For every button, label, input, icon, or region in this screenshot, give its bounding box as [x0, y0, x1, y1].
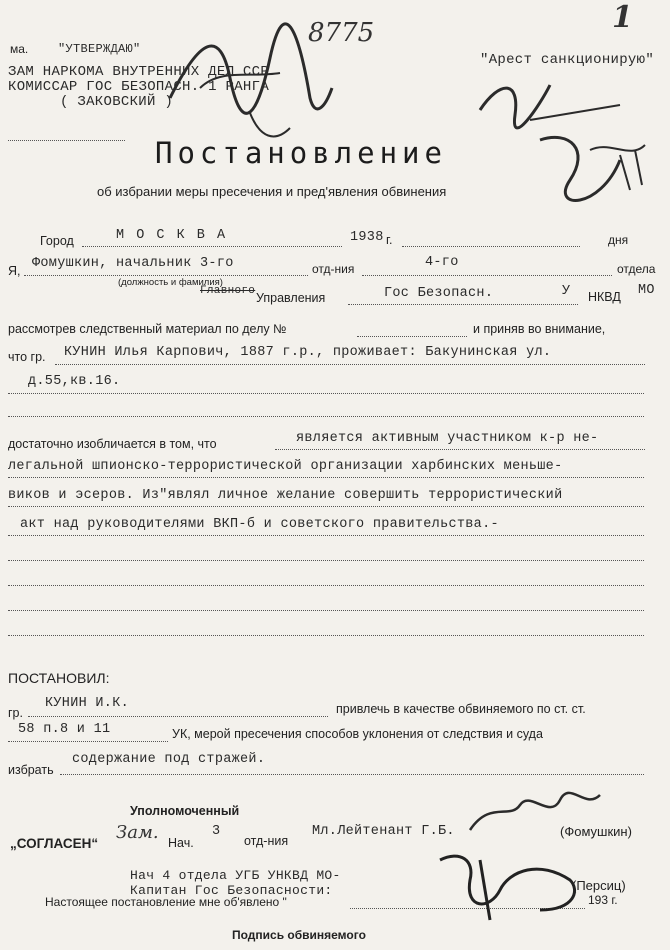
officer-prefix: Я,: [8, 264, 21, 278]
archive-number: 8775: [308, 18, 375, 48]
announced-year: 193 г.: [588, 893, 618, 907]
sanction-signature: [470, 70, 660, 230]
agreed-hand: Зам.: [116, 822, 159, 843]
approver-line-1: ЗАМ НАРКОМА ВНУТРЕННИХ ДЕЛ ССР: [8, 64, 270, 80]
approve-label: "УТВЕРЖДАЮ": [58, 42, 141, 56]
approve-prefix: ма.: [10, 42, 29, 56]
dept-value: 4-го: [425, 255, 459, 270]
head-line-2: Капитан Гос Безопасности:: [130, 883, 333, 898]
chief-number: 3: [212, 824, 221, 839]
suspect-prefix: что гр.: [8, 350, 46, 364]
charge-text: привлечь в качестве обвиняемого по ст. ст.: [336, 702, 586, 716]
officer-name: (Фомушкин): [560, 824, 632, 839]
city-label: Город: [40, 234, 74, 248]
dept-label: отд-ния: [312, 262, 355, 276]
choose-label: избрать: [8, 763, 54, 777]
position-hint: (должность и фамилия): [118, 277, 223, 288]
announced-text: Настоящее постановление мне об'явлено ": [45, 895, 287, 909]
case-text: рассмотрев следственный материал по делу №: [8, 322, 287, 336]
page-number: 1: [612, 0, 633, 35]
agreed-label: „СОГЛАСЕН“: [10, 836, 99, 851]
suspect-person: КУНИН Илья Карпович, 1887 г.р., проживает: Бакунинская ул.: [64, 345, 552, 360]
officer-value: Фомушкин, начальник 3-го: [32, 256, 234, 271]
article-value: 58 п.8 и 11: [18, 722, 111, 737]
accused-sign-label: Подпись обвиняемого: [232, 928, 366, 942]
accusation-line-4: акт над руководителями ВКП-б и советского правительства.-: [20, 517, 499, 532]
accusation-line-1: является активным участником к-р не-: [296, 431, 599, 446]
citizen-prefix: гр.: [8, 706, 23, 720]
case-text-after: и приняв во внимание,: [473, 322, 606, 336]
accusation-line-2: легальной шпионско-террористической организации харбинских меньше-: [8, 459, 563, 474]
document-title: Постановление: [155, 136, 447, 170]
arrest-sanction: "Арест санкционирую": [480, 52, 655, 68]
measure-value: содержание под стражей.: [72, 752, 266, 767]
otdel-label: отдела: [617, 262, 656, 276]
year-value: 1938: [350, 230, 384, 245]
approver-name: ( ЗАКОВСКИЙ ): [60, 94, 174, 110]
region-value: МО: [638, 283, 655, 298]
management-struck: Главного: [200, 285, 256, 297]
approver-line-2: КОМИССАР ГОС БЕЗОПАСН. 1 РАНГА: [8, 79, 270, 95]
head-signature: [420, 840, 590, 930]
head-line-1: Нач 4 отдела УГБ УНКВД МО-: [130, 868, 341, 883]
title-dots: [30, 140, 125, 141]
management-label: Управления: [256, 291, 326, 305]
day-label: дня: [608, 233, 629, 247]
authorized-label: Уполномоченный: [130, 804, 240, 818]
chief-dept: отд-ния: [244, 834, 289, 848]
accusation-line-3: виков и эсеров. Из"являл личное желание совершить террористический: [8, 488, 563, 503]
citizen-value: КУНИН И.К.: [45, 696, 130, 711]
head-name: (Персиц): [572, 878, 626, 893]
measure-text: УК, мерой пресечения способов уклонения от следствия и суда: [172, 727, 543, 741]
year-suffix: г.: [386, 233, 393, 247]
chief-label: Нач.: [168, 836, 194, 850]
approver-signature: [160, 18, 340, 148]
lieutenant-title: Мл.Лейтенант Г.Б.: [312, 824, 455, 839]
management-value: Гос Безопасн.: [384, 286, 494, 301]
nkvd-label: НКВД: [588, 290, 621, 304]
nkvd-prefix: У: [562, 284, 571, 299]
accusation-prefix: достаточно изобличается в том, что: [8, 437, 217, 451]
document-subtitle: об избрании меры пресечения и пред'явления обвинения: [97, 184, 447, 199]
resolution-heading: ПОСТАНОВИЛ:: [8, 670, 110, 686]
city-value: М О С К В А: [116, 228, 228, 243]
suspect-address: д.55,кв.16.: [28, 374, 121, 389]
